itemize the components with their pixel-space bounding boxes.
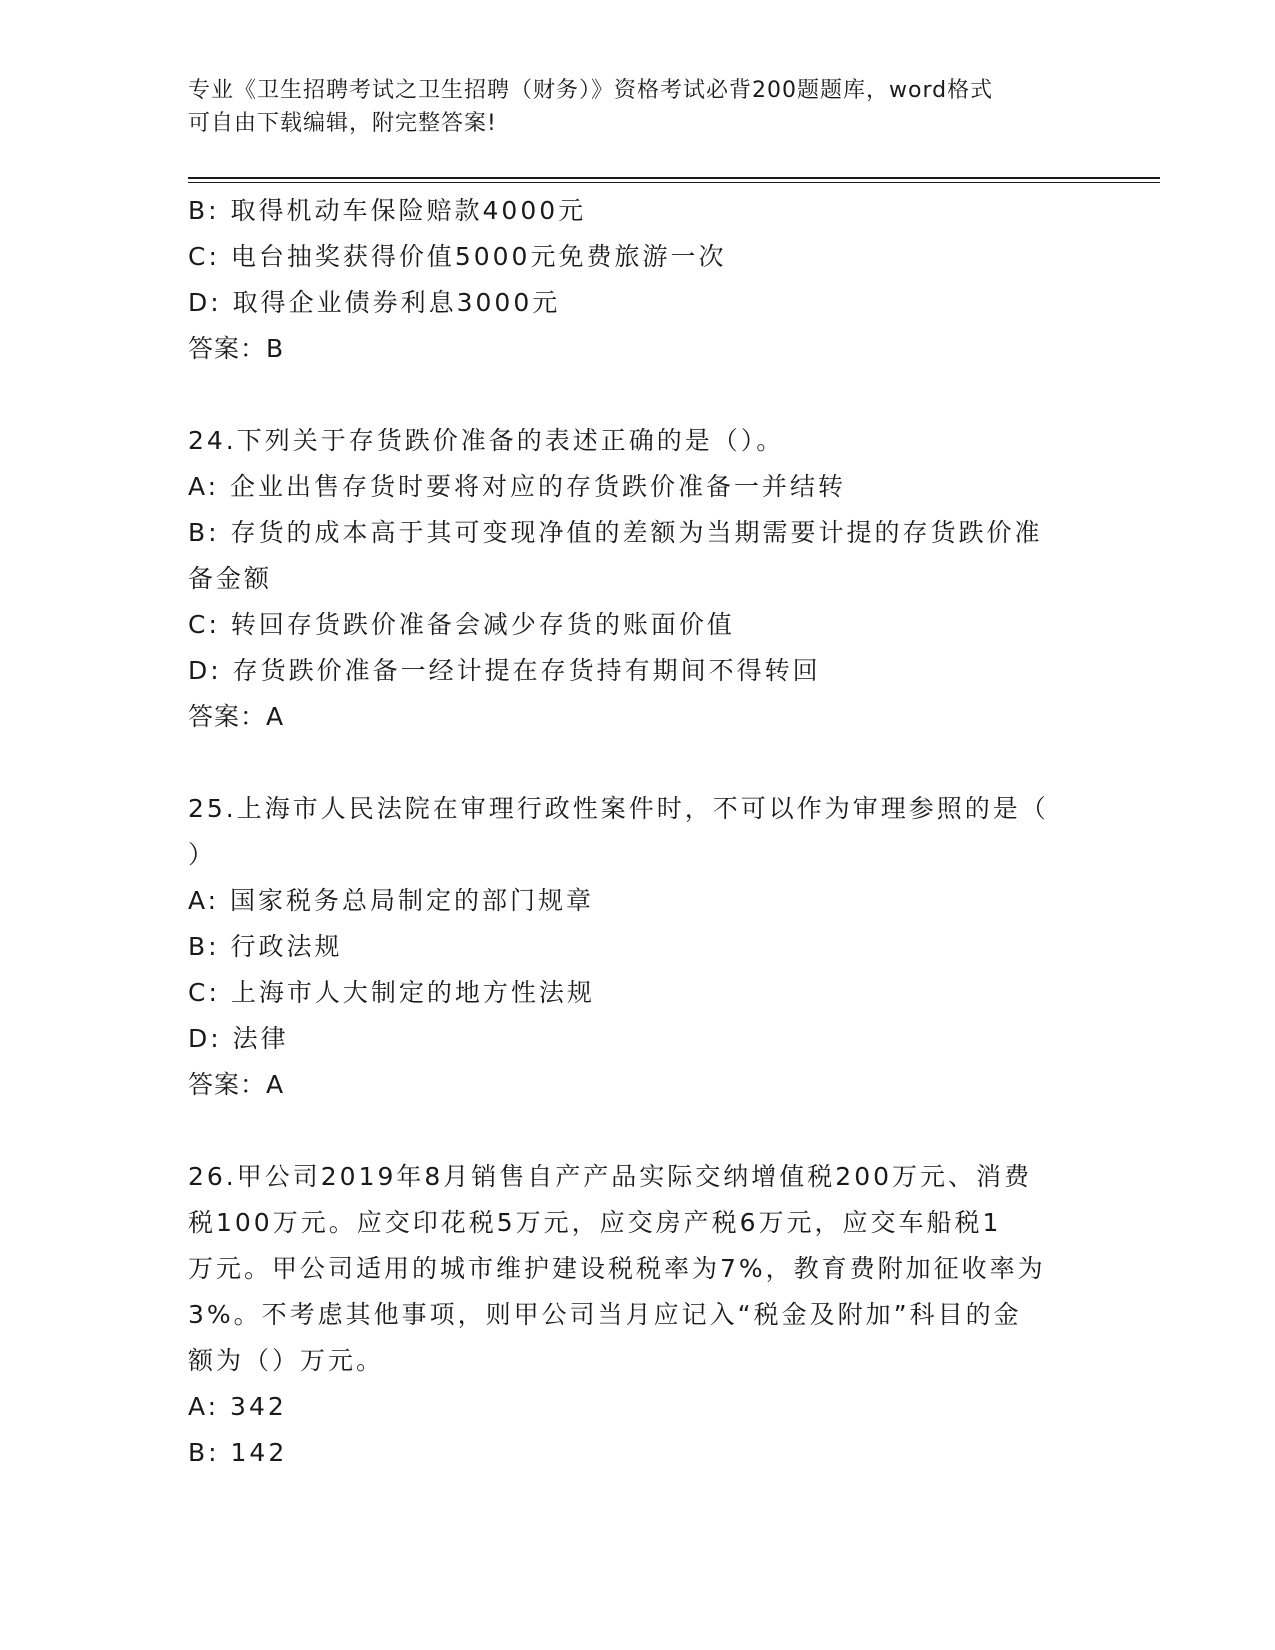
option-b: B: 取得机动车保险赔款4000元 (188, 196, 587, 225)
option-b-line-1: B: 存货的成本高于其可变现净值的差额为当期需要计提的存货跌价准 (188, 518, 1043, 547)
option-a: A: 342 (188, 1392, 287, 1421)
spacer (188, 372, 1088, 418)
question-stem-line-3: 万元。甲公司适用的城市维护建设税税率为7%，教育费附加征收率为 (188, 1254, 1046, 1283)
option-d: D: 取得企业债券利息3000元 (188, 288, 561, 317)
option-a: A: 国家税务总局制定的部门规章 (188, 886, 595, 915)
question-stem-line-5: 额为（）万元。 (188, 1346, 385, 1375)
document-body (188, 188, 1088, 1476)
option-b-line-2: 备金额 (188, 564, 273, 593)
answer: 答案：B (188, 334, 285, 363)
header-title-line-1: 专业《卫生招聘考试之卫生招聘（财务）》资格考试必背200题题库，word格式 (188, 78, 994, 103)
question-stem-line-1: 25.上海市人民法院在审理行政性案件时，不可以作为审理参照的是（ (188, 794, 1049, 823)
option-a: A: 企业出售存货时要将对应的存货跌价准备一并结转 (188, 472, 847, 501)
option-b: B: 142 (188, 1438, 288, 1467)
question-24 (188, 418, 1088, 740)
header-title-line-2: 可自由下载编辑，附完整答案! (188, 111, 497, 136)
document-header (188, 74, 1088, 140)
option-c: C: 转回存货跌价准备会减少存货的账面价值 (188, 610, 735, 639)
question-stem: 24.下列关于存货跌价准备的表述正确的是（）。 (188, 426, 785, 455)
spacer (188, 1108, 1088, 1154)
option-d: D: 存货跌价准备一经计提在存货持有期间不得转回 (188, 656, 821, 685)
answer: 答案：A (188, 702, 285, 731)
question-23 (188, 188, 1088, 372)
question-stem-line-1: 26.甲公司2019年8月销售自产产品实际交纳增值税200万元、消费 (188, 1162, 1033, 1191)
question-26 (188, 1154, 1088, 1476)
question-stem-line-2: 税100万元。应交印花税5万元，应交房产税6万元，应交车船税1 (188, 1208, 1002, 1237)
question-stem-line-4: 3%。不考虑其他事项，则甲公司当月应记入“税金及附加”科目的金 (188, 1300, 1022, 1329)
header-divider (188, 177, 1160, 183)
question-stem-line-2: ） (188, 840, 217, 869)
option-d: D: 法律 (188, 1024, 289, 1053)
option-c: C: 上海市人大制定的地方性法规 (188, 978, 595, 1007)
option-c: C: 电台抽奖获得价值5000元免费旅游一次 (188, 242, 727, 271)
question-25 (188, 786, 1088, 1108)
option-b: B: 行政法规 (188, 932, 343, 961)
spacer (188, 740, 1088, 786)
answer: 答案：A (188, 1070, 285, 1099)
